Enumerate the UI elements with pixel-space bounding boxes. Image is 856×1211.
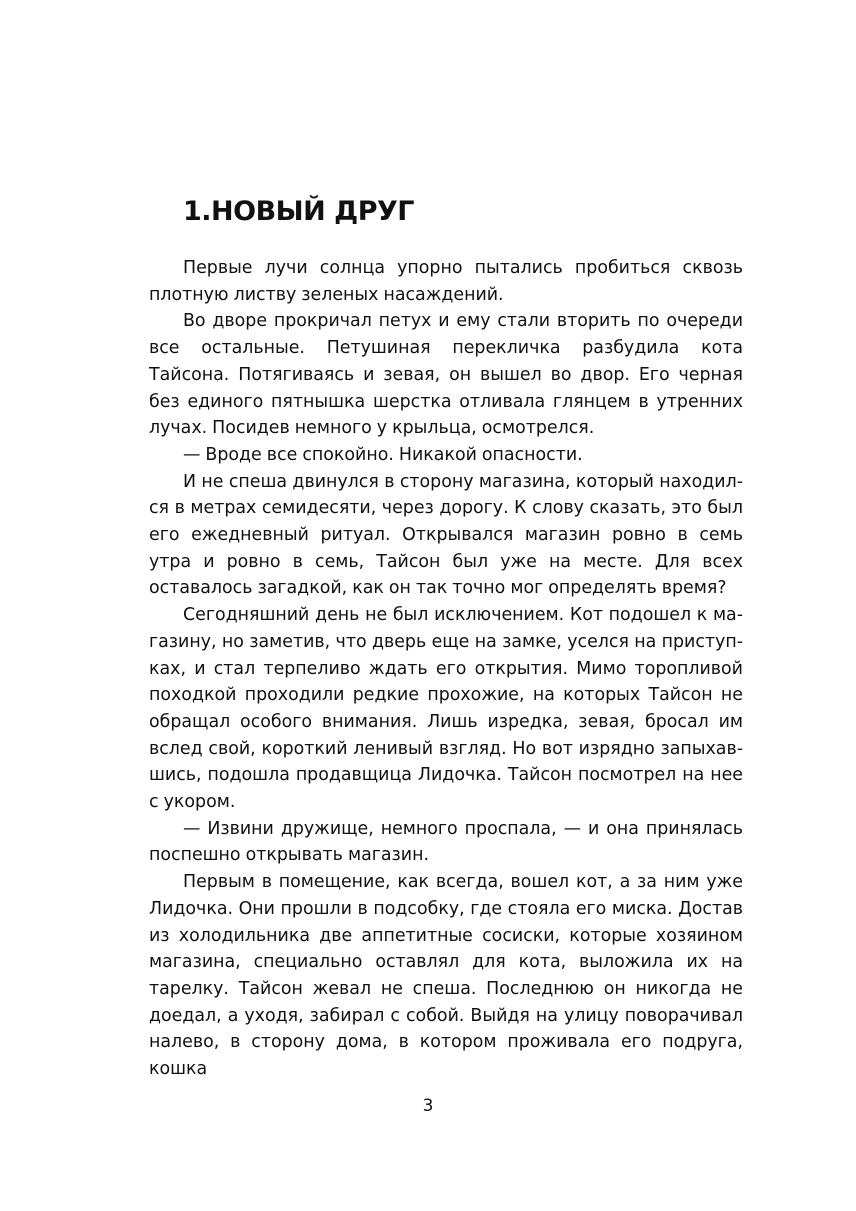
chapter-title: 1.НОВЫЙ ДРУГ — [183, 196, 415, 227]
paragraph: И не спеша двинулся в сторону магазина, который находился в метрах семидесяти, через дорогу. К слову сказать, это был его ежедневный ритуал. Открывался магазин ровно в семь утра и ровно в семь, Тайсон был уже на месте. Для всех оставалось загадкой, как он так точно мог определять время? — [149, 471, 743, 599]
chapter-body — [149, 255, 743, 1083]
paragraph: Во дворе прокричал петух и ему стали вторить по очереди все остальные. Петушиная перекличка разбудила кота Тайсона. Потягиваясь и зевая, он вышел во двор. Его черная без единого пятнышка шерстка отливала глянцем в утренних лучах. Посидев немного у крыльца, осмотрелся. — [149, 311, 743, 439]
paragraph: Первые лучи солнца упорно пытались пробиться сквозь плотную листву зеленых насаждений. — [149, 258, 743, 305]
paragraph: Сегодняшний день не был исключением. Кот подошел к магазину, но заметив, что дверь еще на замке, уселся на приступках, и стал терпеливо ждать его открытия. Мимо торопливой походкой проходили редкие прохожие, на которых Тайсон не обращал особого внимания. Лишь изредка, зевая, бросал им вслед свой, короткий ленивый взгляд. Но вот изрядно запыхавшись, подошла продавщица Лидочка. Тайсон посмотрел на нее с укором. — [149, 605, 743, 813]
paragraph: — Извини дружище, немного проспала, — и она принялась поспешно открывать магазин. — [149, 818, 743, 866]
paragraph: — Вроде все спокойно. Никакой опасности. — [183, 444, 583, 465]
page-number: 3 — [422, 1096, 434, 1116]
paragraph: Первым в помещение, как всегда, вошел кот, а за ним уже Лидочка. Они прошли в подсобку, где стояла его миска. Достав из холодильника две аппетитные сосиски, которые хозяином магазина, специально оставлял для кота, выложила их на тарелку. Тайсон жевал не спеша. Последнюю он никогда не доедал, а уходя, забирал с собой. Выйдя на улицу поворачивал налево, в сторону дома, в котором проживала его подруга, кошка — [149, 872, 743, 1080]
